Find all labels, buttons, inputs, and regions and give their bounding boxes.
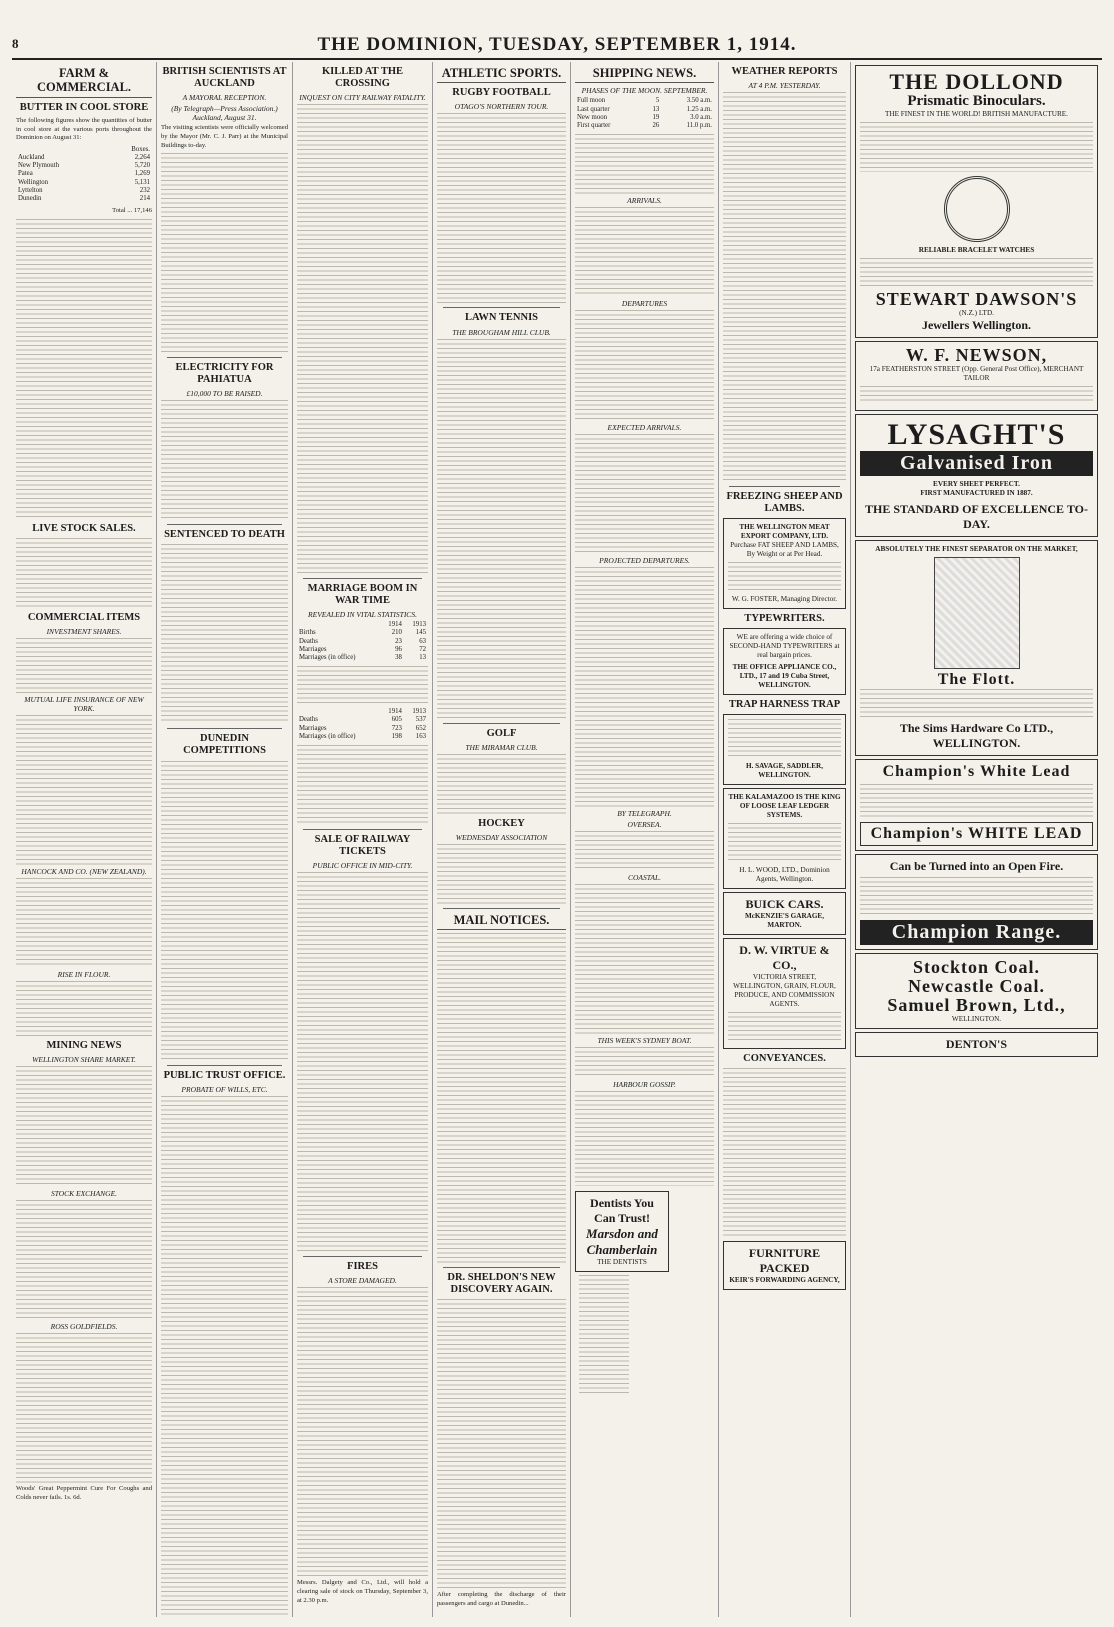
article-text-block bbox=[437, 844, 566, 904]
watch-icon bbox=[944, 176, 1010, 242]
column-news-1 bbox=[156, 62, 292, 1617]
article-subheading: STOCK EXCHANGE. bbox=[50, 1188, 118, 1198]
table-row: Patea 1,269 bbox=[18, 170, 150, 178]
article-text-block bbox=[575, 207, 714, 297]
table-row: Marriages (in office) 198 163 bbox=[299, 732, 426, 740]
article-heading: DR. SHELDON'S NEW DISCOVERY AGAIN. bbox=[447, 1272, 556, 1296]
article-subheading: OTAGO'S NORTHERN TOUR. bbox=[454, 102, 549, 112]
article-subheading: AT 4 P.M. YESTERDAY. bbox=[748, 81, 821, 91]
separator-illustration bbox=[934, 557, 1020, 669]
article-subheading: BY TELEGRAPH. bbox=[617, 808, 672, 818]
article-text-block bbox=[297, 104, 428, 574]
table-row: Last quarter 13 1.25 a.m. bbox=[577, 105, 712, 113]
column-news-2 bbox=[292, 62, 432, 1617]
footer-text: After completing the discharge of their passengers and cargo at Dunedin... bbox=[437, 1591, 566, 1608]
article-text-block bbox=[575, 884, 714, 1034]
newspaper-title: THE DOMINION, TUESDAY, SEPTEMBER 1, 1914. bbox=[317, 34, 797, 55]
butter-total: Total ... 17,146 bbox=[112, 207, 152, 215]
champion-range-ad: Can be Turned into an Open Fire. Champion Range. bbox=[855, 854, 1098, 950]
furniture-ad: FURNITURE PACKED KEIR'S FORWARDING AGENCY, bbox=[723, 1241, 846, 1290]
table-row: New Plymouth 5,720 bbox=[18, 162, 150, 170]
article-text-block bbox=[575, 831, 714, 871]
article-text-block bbox=[575, 310, 714, 420]
article-text-block bbox=[16, 1333, 152, 1483]
table-row: Dunedin 214 bbox=[18, 194, 150, 202]
article-text-block bbox=[723, 1068, 846, 1238]
article-heading: BRITISH SCIENTISTS AT AUCKLAND bbox=[162, 66, 287, 90]
table-row: Deaths 605 537 bbox=[299, 716, 426, 724]
section-heading: FARM & COMMERCIAL. bbox=[16, 66, 152, 98]
article-text-block bbox=[16, 1066, 152, 1186]
article-subheading: OVERSEA. bbox=[627, 819, 662, 829]
article-text-block bbox=[161, 1096, 288, 1617]
article-text: The visiting scientists were officially welcomed by the Mayor (Mr. C. J. Parr) at the Municipal Buildings to-day. bbox=[161, 124, 288, 149]
article-text-block bbox=[575, 1047, 714, 1077]
table-row: Deaths 23 63 bbox=[299, 637, 426, 645]
article-heading: HOCKEY bbox=[478, 817, 525, 829]
article-credit: (By Telegraph—Press Association.) Auckland, August 31. bbox=[171, 104, 278, 123]
article-heading: GOLF bbox=[486, 727, 517, 739]
article-heading: MAIL NOTICES. bbox=[437, 913, 566, 930]
column-athletic-sports bbox=[432, 62, 570, 1617]
article-text-block bbox=[297, 666, 428, 706]
article-heading: SALE OF RAILWAY TICKETS bbox=[314, 833, 411, 857]
virtue-ad: D. W. VIRTUE & CO., VICTORIA STREET, WELLINGTON, GRAIN, FLOUR, PRODUCE, AND COMMISSION AGENTS. bbox=[723, 938, 846, 1049]
article-subheading: HARBOUR GOSSIP. bbox=[613, 1079, 676, 1089]
column-farm-commercial bbox=[12, 62, 156, 1617]
article-subheading: COASTAL. bbox=[628, 873, 661, 883]
article-heading: MARRIAGE BOOM IN WAR TIME bbox=[307, 583, 418, 607]
article-text-block bbox=[161, 761, 288, 1061]
table-row: New moon 19 3.0 a.m. bbox=[577, 113, 712, 121]
column-shipping bbox=[570, 62, 718, 1617]
page-number: 8 bbox=[12, 36, 19, 51]
article-heading: WEATHER REPORTS bbox=[731, 66, 838, 77]
article-subheading: INQUEST ON CITY RAILWAY FATALITY. bbox=[299, 93, 426, 103]
article-heading: RUGBY FOOTBALL bbox=[452, 87, 551, 99]
table-row: Marriages (in office) 38 13 bbox=[299, 653, 426, 661]
table-row: Marriages 96 72 bbox=[299, 645, 426, 653]
article-subheading: PROBATE OF WILLS, ETC. bbox=[181, 1084, 268, 1094]
kalamazoo-ad: THE KALAMAZOO IS THE KING OF LOOSE LEAF LEDGER SYSTEMS. H. L. WOOD, LTD., Dominion Agents, Wellington. bbox=[723, 788, 846, 889]
table-row: Marriages 723 652 bbox=[299, 724, 426, 732]
dollond-ad: THE DOLLOND Prismatic Binoculars. THE FINEST IN THE WORLD! BRITISH MANUFACTURE. RELIABLE BRACELET WATCHES STEWART DAWSON'S (N.Z.) LTD. Jewellers Wellington. bbox=[855, 65, 1098, 338]
section-heading: SHIPPING NEWS. bbox=[575, 66, 714, 83]
article-text-block bbox=[16, 219, 152, 519]
typewriter-ad: WE are offering a wide choice of SECOND-HAND TYPEWRITERS at real bargain prices. THE OFFICE APPLIANCE CO., LTD., 17 and 19 Cuba Street, WELLINGTON. bbox=[723, 628, 846, 695]
article-text-block bbox=[161, 544, 288, 724]
article-text-block bbox=[16, 878, 152, 968]
lysaght-ad: LYSAGHT'S Galvanised Iron EVERY SHEET PERFECT. FIRST MANUFACTURED IN 1887. THE STANDARD OF EXCELLENCE TO-DAY. bbox=[855, 414, 1098, 537]
article-heading: BUTTER IN COOL STORE bbox=[19, 101, 149, 113]
article-subheading: WELLINGTON SHARE MARKET. bbox=[32, 1055, 136, 1065]
article-heading: COMMERCIAL ITEMS bbox=[27, 611, 141, 623]
butter-table: Boxes. Auckland 2,264 New Plymouth 5,720 Patea 1,269 Wellington 5,131 Lyttelton 232 Dunedin 214 bbox=[18, 145, 150, 202]
footer-notice: Messrs. Dalgety and Co., Ltd., will hold a clearing sale of stock on Thursday, September 3, at 2.30 p.m. bbox=[297, 1579, 428, 1604]
article-subheading: ROSS GOLDFIELDS. bbox=[50, 1321, 118, 1331]
article-subheading: HANCOCK AND CO. (NEW ZEALAND). bbox=[21, 867, 147, 877]
article-subheading: INVESTMENT SHARES. bbox=[46, 626, 122, 636]
article-heading: KILLED AT THE CROSSING bbox=[321, 66, 404, 90]
article-text-block bbox=[161, 400, 288, 520]
footer-ad: Woods' Great Peppermint Cure For Coughs and Colds never fails. 1s. 6d. bbox=[16, 1485, 152, 1501]
article-heading: LIVE STOCK SALES. bbox=[32, 522, 136, 534]
table-row: Auckland 2,264 bbox=[18, 154, 150, 162]
article-subheading: PROJECTED DEPARTURES. bbox=[599, 555, 690, 565]
article-text-block bbox=[161, 153, 288, 353]
article-text-block bbox=[16, 1200, 152, 1320]
harness-ad: H. SAVAGE, SADDLER, WELLINGTON. bbox=[723, 714, 846, 784]
article-subheading: PUBLIC OFFICE IN MID-CITY. bbox=[312, 860, 413, 870]
article-text-block bbox=[297, 745, 428, 825]
moon-table bbox=[575, 97, 714, 130]
champion-lead-ad: Champion's White Lead Champion's WHITE LEAD bbox=[855, 759, 1098, 852]
denton-ad: DENTON'S bbox=[855, 1032, 1098, 1057]
article-text-block bbox=[575, 1091, 714, 1186]
article-heading: MINING NEWS bbox=[46, 1040, 122, 1052]
article-heading: TYPEWRITERS. bbox=[744, 613, 825, 625]
article-text-block bbox=[437, 933, 566, 1263]
article-heading: TRAP HARNESS TRAP bbox=[728, 699, 841, 711]
article-text-block bbox=[16, 538, 152, 608]
article-heading: LAWN TENNIS bbox=[464, 312, 539, 324]
table-row: First quarter 26 11.0 p.m. bbox=[577, 121, 712, 129]
table-row: Wellington 5,131 bbox=[18, 178, 150, 186]
article-subheading: EXPECTED ARRIVALS. bbox=[607, 422, 682, 432]
article-heading: FREEZING SHEEP AND LAMBS. bbox=[726, 491, 843, 515]
article-text-block bbox=[575, 134, 714, 194]
article-text-block bbox=[16, 981, 152, 1036]
section-heading: ATHLETIC SPORTS. bbox=[437, 66, 566, 83]
article-text-block bbox=[437, 113, 566, 303]
article-subheading: WEDNESDAY ASSOCIATION bbox=[455, 832, 548, 842]
article-heading: ELECTRICITY FOR PAHIATUA bbox=[175, 362, 274, 386]
article-subheading: A STORE DAMAGED. bbox=[328, 1276, 397, 1286]
buick-ad: BUICK CARS. McKENZIE'S GARAGE, MARTON. bbox=[723, 892, 846, 935]
article-text-block bbox=[575, 567, 714, 807]
newson-ad: W. F. NEWSON, 17a FEATHERSTON STREET (Opp. General Post Office), MERCHANT TAILOR bbox=[855, 341, 1098, 411]
article-subheading: RISE IN FLOUR. bbox=[57, 970, 111, 980]
vital-stats-table: 1914 1913 Births 210 145 Deaths 23 63 Marriages 96 72 Marriages (in office) 38 13 bbox=[299, 621, 426, 661]
table-row: Births 210 145 bbox=[299, 629, 426, 637]
article-subheading: £10,000 TO BE RAISED. bbox=[186, 389, 263, 399]
article-text: The following figures show the quantities of butter in cool store at the various ports throughout the Dominion on August 31: bbox=[16, 116, 152, 142]
article-text-block bbox=[437, 754, 566, 814]
flott-ad: ABSOLUTELY THE FINEST SEPARATOR ON THE MARKET, The Flott. The Sims Hardware Co LTD., WELLINGTON. bbox=[855, 540, 1098, 756]
article-text-block bbox=[723, 92, 846, 482]
article-heading: FIRES bbox=[347, 1260, 378, 1272]
article-text-block bbox=[297, 1287, 428, 1577]
table-row: 1914 1913 bbox=[388, 708, 426, 716]
table-row: Lyttelton 232 bbox=[18, 186, 150, 194]
article-text-block bbox=[437, 339, 566, 719]
table-row: Full moon 5 3.50 a.m. bbox=[577, 97, 712, 105]
article-text-block bbox=[437, 1299, 566, 1589]
article-subheading: THE MIRAMAR CLUB. bbox=[465, 742, 538, 752]
article-subheading: DEPARTURES bbox=[621, 299, 668, 309]
article-heading: CONVEYANCES. bbox=[743, 1052, 826, 1064]
article-text-block bbox=[579, 1275, 629, 1395]
meat-export-ad: THE WELLINGTON MEAT EXPORT COMPANY, LTD. Purchase FAT SHEEP AND LAMBS, By Weight or at Per Head. W. G. FOSTER, Managing Director. bbox=[723, 518, 846, 609]
dentist-ad: Dentists You Can Trust! Marsdon and Chamberlain THE DENTISTS bbox=[575, 1191, 669, 1272]
article-subheading: THIS WEEK'S SYDNEY BOAT. bbox=[597, 1036, 692, 1046]
vital-stats-table-2 bbox=[297, 708, 428, 741]
article-subheading: A MAYORAL RECEPTION. bbox=[182, 93, 267, 103]
article-text-block bbox=[297, 872, 428, 1252]
coal-ad: Stockton Coal. Newcastle Coal. Samuel Brown, Ltd., WELLINGTON. bbox=[855, 953, 1098, 1029]
article-heading: SENTENCED TO DEATH bbox=[164, 529, 285, 541]
column-advertisements bbox=[850, 62, 1102, 1617]
article-heading: PUBLIC TRUST OFFICE. bbox=[163, 1069, 286, 1081]
article-heading: DUNEDIN COMPETITIONS bbox=[183, 733, 266, 757]
article-subheading: REVEALED IN VITAL STATISTICS. bbox=[308, 610, 417, 620]
masthead bbox=[12, 34, 1102, 60]
article-text-block bbox=[575, 434, 714, 554]
article-subheading: MUTUAL LIFE INSURANCE OF NEW YORK. bbox=[24, 695, 144, 714]
article-subheading: ARRIVALS. bbox=[627, 196, 662, 206]
article-subheading: PHASES OF THE MOON. SEPTEMBER. bbox=[581, 86, 708, 96]
article-subheading: THE BROUGHAM HILL CLUB. bbox=[452, 327, 551, 337]
article-text-block bbox=[16, 715, 152, 865]
column-weather-ads bbox=[718, 62, 850, 1617]
article-text-block bbox=[16, 638, 152, 693]
